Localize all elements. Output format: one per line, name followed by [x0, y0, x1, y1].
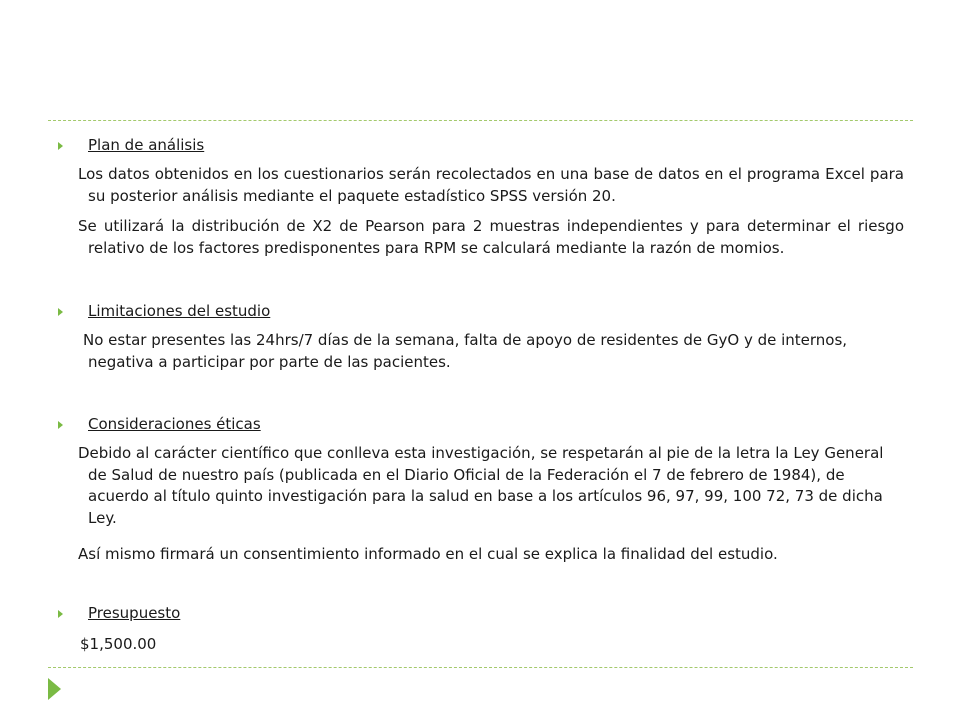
- paragraph: [78, 164, 904, 207]
- paragraph: [78, 544, 904, 566]
- section-title: Limitaciones del estudio: [88, 302, 271, 320]
- section-title: Consideraciones éticas: [88, 415, 261, 433]
- bottom-divider: [48, 667, 913, 668]
- bullet-arrow-icon: [58, 610, 63, 618]
- paragraph-text: Los datos obtenidos en los cuestionarios serán recolectados en una base de datos en el programa Excel para su posterior análisis mediante el paquete estadístico SPSS versión 20.: [78, 165, 904, 205]
- paragraph: [78, 443, 888, 529]
- paragraph: [83, 330, 883, 373]
- paragraph-text: Así mismo firmará un consentimiento informado en el cual se explica la finalidad del estudio.: [78, 545, 778, 563]
- section-title: Plan de análisis: [88, 136, 205, 154]
- paragraph: [78, 216, 904, 259]
- paragraph-text: $1,500.00: [80, 635, 157, 653]
- top-divider: [48, 120, 913, 121]
- bullet-arrow-icon: [58, 421, 63, 429]
- bullet-arrow-icon: [58, 308, 63, 316]
- paragraph-text: No estar presentes las 24hrs/7 días de la semana, falta de apoyo de residentes de GyO y de internos, negativa a participar por parte de las pacientes.: [83, 331, 848, 371]
- paragraph-text: Debido al carácter científico que conlleva esta investigación, se respetarán al pie de la letra la Ley General de Salud de nuestro país (publicada en el Diario Oficial de la Federación el 7 de febrero de 1984), de acuerdo al título quinto investigación para la salud en base a los artículos 96, 97, 99, 100 72, 73 de dicha Ley.: [78, 444, 884, 527]
- slide-marker-icon: [48, 678, 61, 700]
- budget-amount: [80, 634, 906, 656]
- section-title: Presupuesto: [88, 604, 181, 622]
- paragraph-text: Se utilizará la distribución de X2 de Pearson para 2 muestras independientes y para determinar el riesgo relativo de los factores predisponentes para RPM se calculará mediante la razón de momios.: [78, 217, 904, 257]
- bullet-arrow-icon: [58, 142, 63, 150]
